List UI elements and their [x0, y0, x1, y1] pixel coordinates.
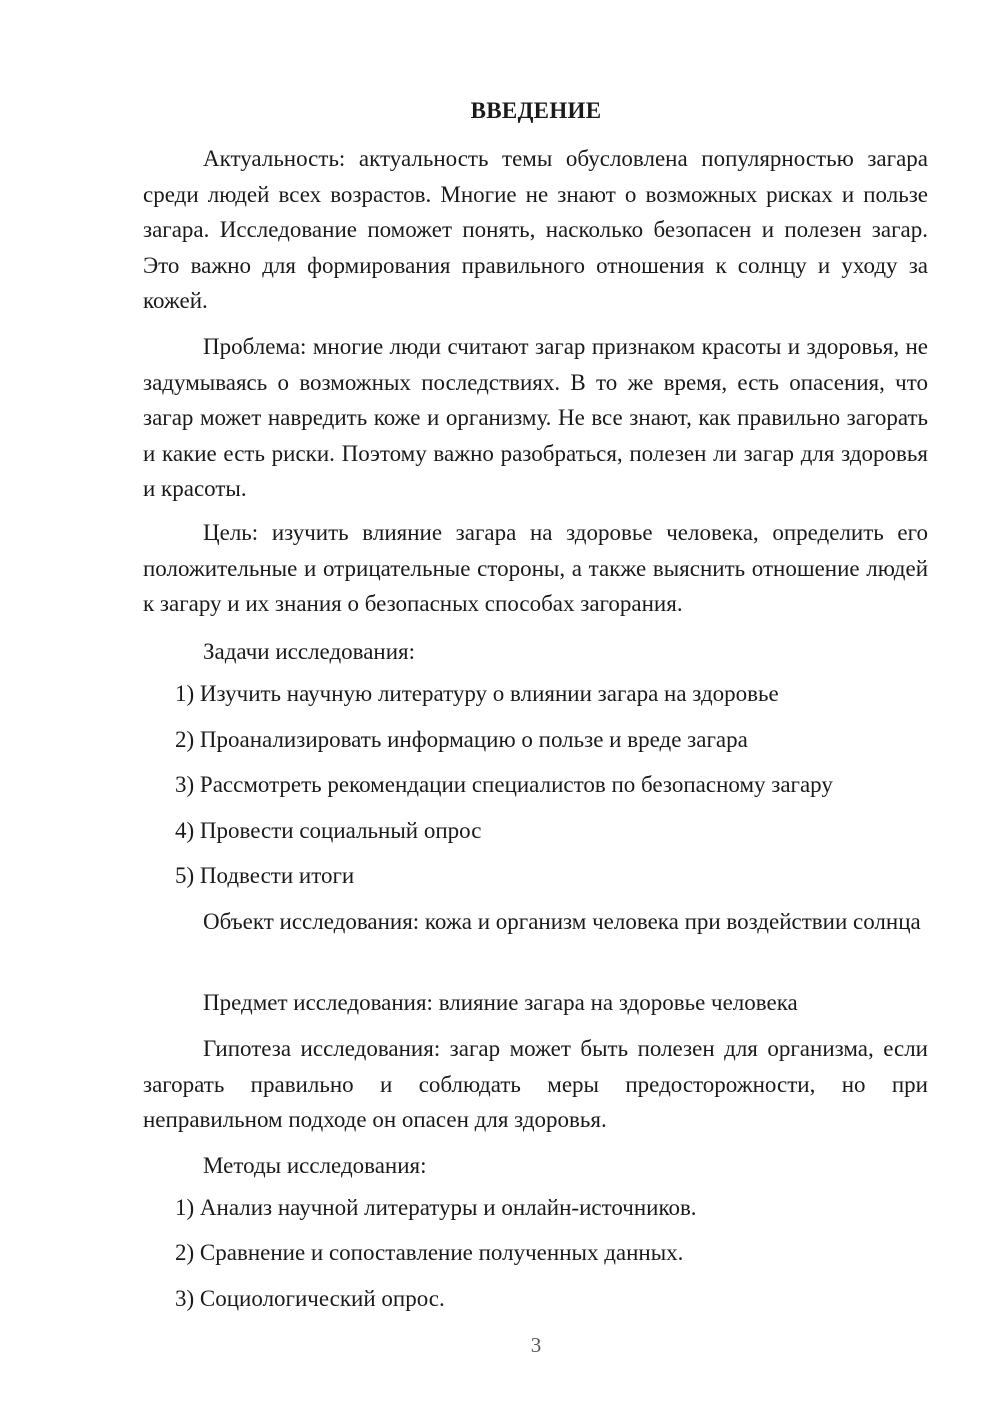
problem-paragraph: Проблема: многие люди считают загар признаком красоты и здоровья, не задумываясь о возможных последствиях. В то же время, есть опасения, что загар может навредить коже и организму. Не все знают, как правильно загорать и какие есть риски. Поэтому важно разобраться, полезен ли загар для здоровья и красоты.	[143, 334, 928, 501]
task-item-5: 5) Подвести итоги	[175, 863, 355, 888]
method-item-2: 2) Сравнение и сопоставление полученных данных.	[175, 1240, 684, 1265]
method-item-1: 1) Анализ научной литературы и онлайн-источников.	[175, 1195, 697, 1220]
subject-paragraph: Предмет исследования: влияние загара на здоровье человека	[203, 990, 798, 1015]
page-number: 3	[530, 1333, 542, 1357]
tasks-heading: Задачи исследования:	[203, 639, 416, 664]
methods-heading: Методы исследования:	[203, 1153, 427, 1178]
relevance-paragraph: Актуальность: актуальность темы обусловлена популярностью загара среди людей всех возрастов. Многие не знают о возможных рисках и пользе загара. Исследование поможет понять, насколько безопасен и полезен загар. Это важно для формирования правильного отношения к солнцу и уходу за кожей.	[143, 146, 928, 313]
task-item-1: 1) Изучить научную литературу о влиянии загара на здоровье	[175, 681, 779, 706]
goal-paragraph: Цель: изучить влияние загара на здоровье человека, определить его положительные и отрицательные стороны, а также выяснить отношение людей к загару и их знания о безопасных способах загорания.	[143, 520, 928, 616]
method-item-3: 3) Социологический опрос.	[175, 1286, 445, 1311]
hypothesis-paragraph: Гипотеза исследования: загар может быть полезен для организма, если загорать правильно и соблюдать меры предосторожности, но при неправильном подходе он опасен для здоровья.	[143, 1036, 928, 1132]
page-title: ВВЕДЕНИЕ	[470, 98, 602, 123]
task-item-4: 4) Провести социальный опрос	[175, 818, 482, 843]
task-item-2: 2) Проанализировать информацию о пользе и вреде загара	[175, 727, 748, 752]
task-item-3: 3) Рассмотреть рекомендации специалистов по безопасному загару	[175, 772, 833, 797]
object-paragraph: Объект исследования: кожа и организм человека при воздействии солнца	[203, 909, 921, 934]
